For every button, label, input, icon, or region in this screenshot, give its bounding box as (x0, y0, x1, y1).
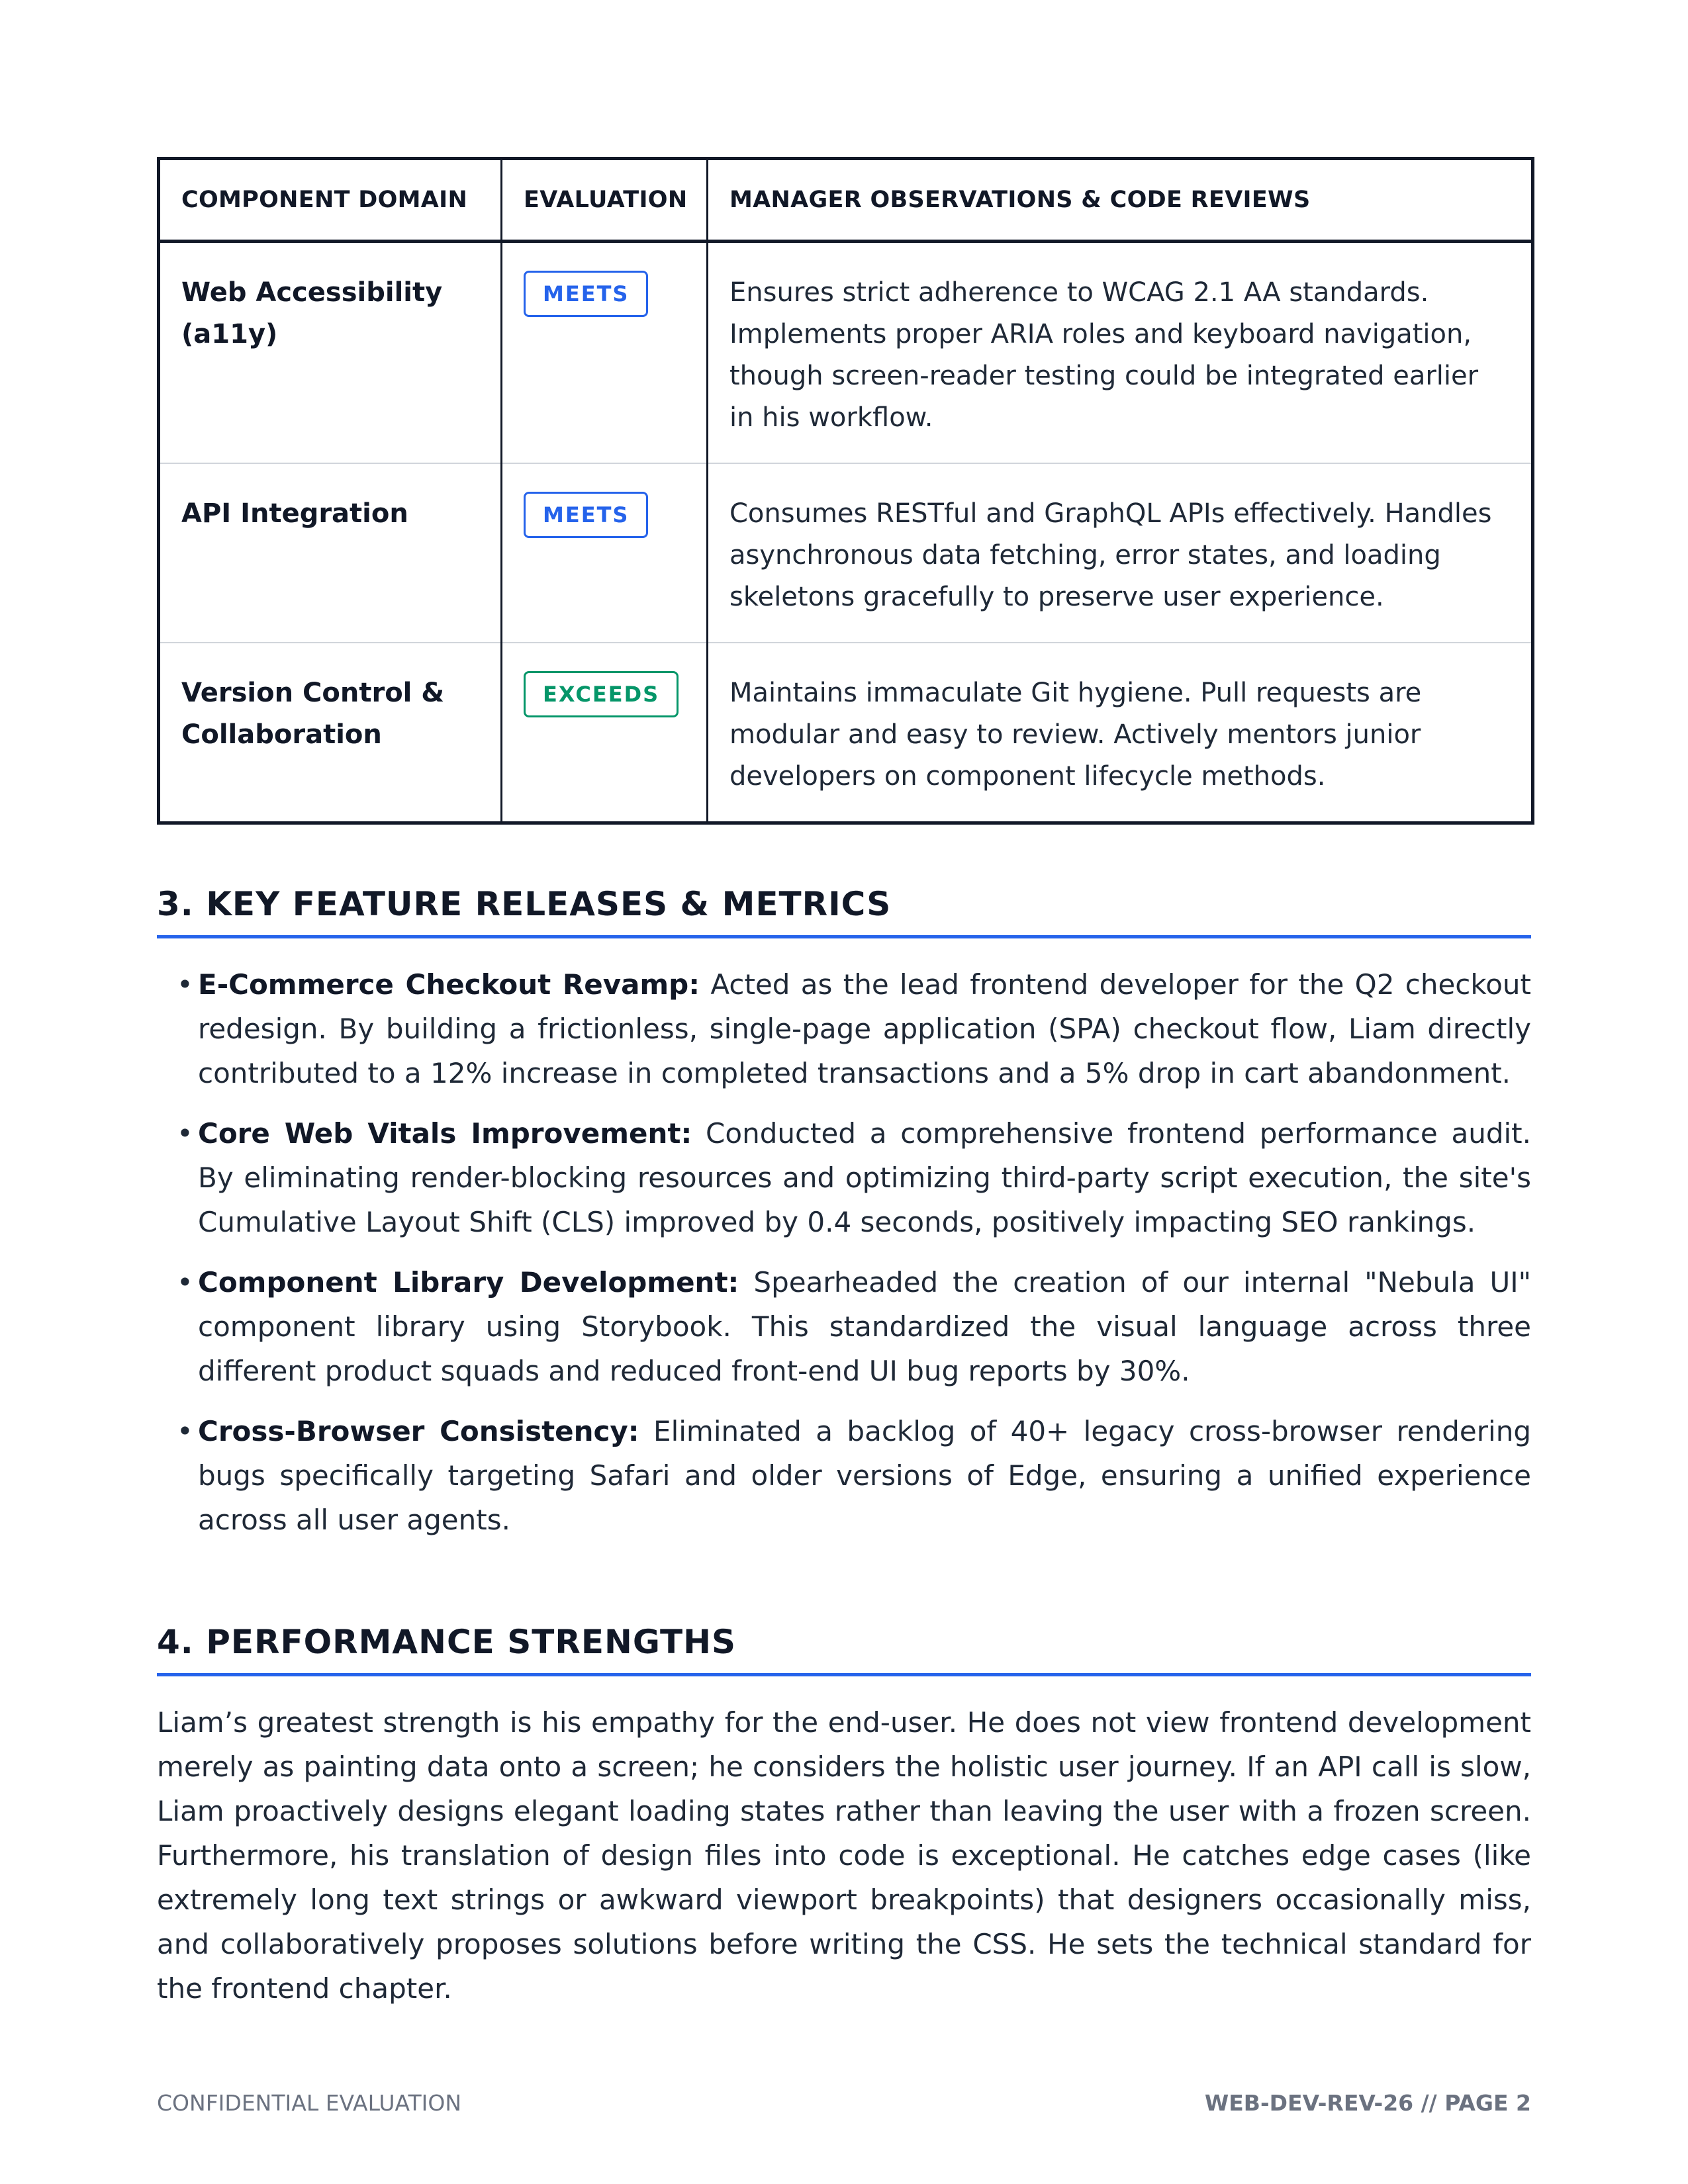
bullet-icon: • (177, 968, 193, 1001)
document-page (157, 157, 1532, 2005)
item-label: Cross-Browser Consistency: (198, 1415, 639, 1447)
header-observations: MANAGER OBSERVATIONS & CODE REVIEWS (708, 159, 1533, 242)
row-observation: Ensures strict adherence to WCAG 2.1 AA standards. Implements proper ARIA roles and keyboard navigation, though screen-reader testing could be integrated earlier in his workflow. (708, 242, 1533, 464)
bullet-icon: • (177, 1266, 193, 1298)
bullet-icon: • (177, 1415, 193, 1447)
item-text: Eliminated a backlog of 40+ legacy cross-browser rendering bugs specifically targeting Safari and older versions of Edge, ensuring a unified experience across all user agents. (198, 1415, 1531, 1536)
item-text: Conducted a comprehensive frontend performance audit. By eliminating render-blocking resources and optimizing third-party script execution, the site's Cumulative Layout Shift (CLS) improved by 0.4 seconds, positively impacting SEO rankings. (198, 1117, 1531, 1238)
status-badge: MEETS (524, 492, 648, 538)
feature-list (157, 962, 1531, 1542)
status-badge: MEETS (524, 271, 648, 317)
row-domain: Web Accessibility (a11y) (159, 242, 502, 464)
strengths-paragraph: Liam’s greatest strength is his empathy for the end-user. He does not view frontend development merely as painting data onto a screen; he considers the holistic user journey. If an API call is slow, Liam proactively designs elegant loading states rather than leaving the user with a frozen screen. Furthermore, his translation of design files into code is exceptional. He catches edge cases (like extremely long text strings or awkward viewport breakpoints) that designers occasionally miss, and collaboratively proposes solutions before writing the CSS. He sets the technical standard for the frontend chapter. (157, 1706, 1531, 2005)
row-domain: API Integration (159, 463, 502, 643)
status-badge: EXCEEDS (524, 671, 679, 717)
evaluation-table (157, 157, 1534, 825)
table-row (159, 242, 1533, 464)
section-heading: 4. PERFORMANCE STRENGTHS (157, 1623, 1531, 1676)
table-row (159, 463, 1533, 643)
row-evaluation-cell (502, 463, 708, 643)
list-item (157, 962, 1531, 1095)
header-component-domain: COMPONENT DOMAIN (159, 159, 502, 242)
item-label: E-Commerce Checkout Revamp: (198, 968, 700, 1001)
item-text: Spearheaded the creation of our internal "Nebula UI" component library using Storybook. This standardized the visual language across three different product squads and reduced front-end UI bug reports by 30%. (198, 1266, 1531, 1387)
footer-confidential-label: CONFIDENTIAL EVALUATION (157, 2090, 462, 2116)
section-performance-strengths (157, 1623, 1531, 2011)
row-observation: Consumes RESTful and GraphQL APIs effectively. Handles asynchronous data fetching, error states, and loading skeletons gracefully to preserve user experience. (708, 463, 1533, 643)
item-text: Acted as the lead frontend developer for the Q2 checkout redesign. By building a frictionless, single-page application (SPA) checkout flow, Liam directly contributed to a 12% increase in completed transactions and a 5% drop in cart abandonment. (198, 968, 1532, 1089)
list-item (157, 1111, 1531, 1244)
list-item (157, 1260, 1531, 1393)
table-header-row (159, 159, 1533, 242)
list-item (157, 1409, 1531, 1542)
header-evaluation: EVALUATION (502, 159, 708, 242)
section-key-feature-releases (157, 885, 1531, 1558)
row-evaluation-cell (502, 242, 708, 464)
bullet-icon: • (177, 1117, 193, 1150)
item-label: Component Library Development: (198, 1266, 739, 1298)
page-footer (157, 2090, 1531, 2116)
item-label: Core Web Vitals Improvement: (198, 1117, 692, 1150)
row-domain: Version Control & Collaboration (159, 643, 502, 823)
table-row (159, 643, 1533, 823)
row-evaluation-cell (502, 643, 708, 823)
row-observation: Maintains immaculate Git hygiene. Pull requests are modular and easy to review. Actively mentors junior developers on component lifecycle methods. (729, 678, 1422, 792)
section-heading: 3. KEY FEATURE RELEASES & METRICS (157, 885, 1531, 938)
footer-page-number: WEB-DEV-REV-26 // PAGE 2 (1204, 2090, 1531, 2116)
